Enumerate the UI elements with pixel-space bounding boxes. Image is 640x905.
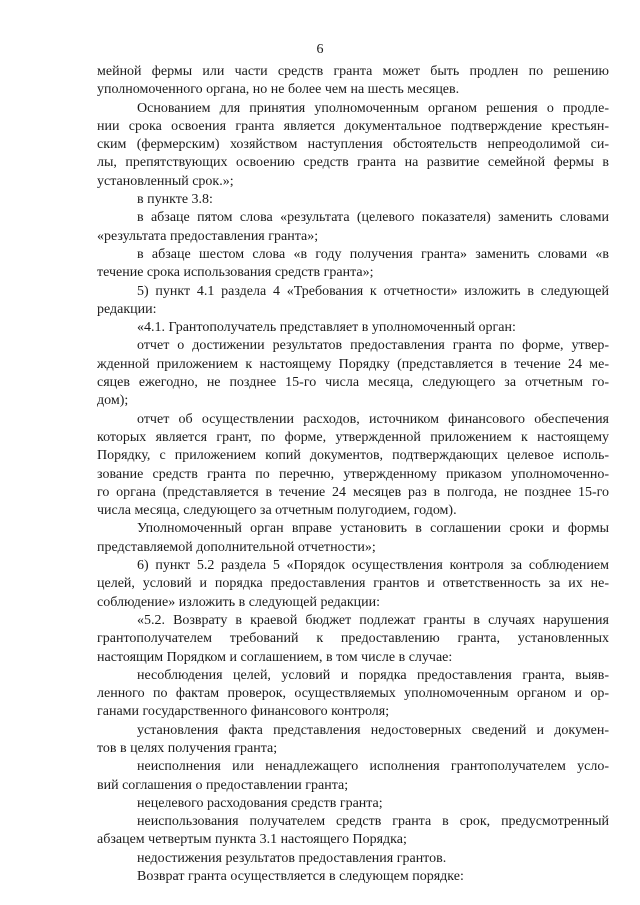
text-line: Уполномоченный орган вправе установить в соглашении сроки и формы: [137, 521, 609, 537]
text-line: Возврат гранта осуществляется в следующем порядке:: [137, 869, 464, 885]
text-line: целей, условий и порядка предоставления грантов и ответственность за их не-: [97, 576, 609, 592]
text-line: настоящим Порядком и соглашением, в том числе в случае:: [97, 649, 453, 665]
text-line: ленного по фактам проверок, осуществляемых уполномоченным органом и ор-: [97, 686, 609, 702]
text-line: 5) пункт 4.1 раздела 4 «Требования к отчетности» изложить в следующей: [137, 283, 609, 299]
text-line: ганами государственного финансового контроля;: [97, 704, 390, 720]
text-line: редакции:: [97, 301, 157, 317]
text-line: соблюдение» изложить в следующей редакции:: [97, 594, 381, 610]
page-number: 6: [316, 42, 324, 57]
text-line: установленный срок.»;: [97, 173, 234, 189]
text-line: го органа (представляется в течение 24 месяцев раз в полгода, не позднее 15-го: [97, 484, 609, 500]
text-line: «4.1. Грантополучатель представляет в уполномоченный орган:: [137, 320, 516, 336]
text-line: жденной приложением к настоящему Порядку (представляется в течение 24 ме-: [97, 356, 609, 372]
text-line: которых является грант, по форме, утвержденной приложением к настоящему: [97, 429, 609, 445]
text-line: недостижения результатов предоставления грантов.: [137, 850, 447, 866]
text-line: неисполнения или ненадлежащего исполнения грантополучателем усло-: [137, 759, 609, 775]
text-line: отчет об осуществлении расходов, источником финансового обеспечения: [137, 411, 609, 427]
text-line: зование средств гранта по перечню, утвержденному приказом уполномоченно-: [97, 466, 609, 482]
text-line: нии срока освоения гранта является документальное подтверждение крестьян-: [97, 118, 609, 134]
text-line: нецелевого расходования средств гранта;: [137, 795, 383, 811]
text-line: течение срока использования средств гранта»;: [97, 265, 374, 281]
text-line: 6) пункт 5.2 раздела 5 «Порядок осуществления контроля за соблюдением: [137, 558, 609, 574]
text-line: абзацем четвертым пункта 3.1 настоящего Порядка;: [97, 832, 407, 848]
text-line: в пункте 3.8:: [137, 192, 213, 208]
text-line: грантополучателем требований к предоставлению гранта, установленных: [97, 631, 609, 647]
text-line: ским (фермерским) хозяйством наступления обстоятельств непреодолимой си-: [97, 137, 609, 153]
text-line: неиспользования получателем средств гранта в срок, предусмотренный: [137, 814, 609, 830]
text-line: дом);: [97, 393, 129, 409]
text-line: несоблюдения целей, условий и порядка предоставления гранта, выяв-: [137, 667, 609, 683]
text-line: лы, препятствующих освоению средств гранта на развитие семейной фермы в: [97, 155, 609, 171]
text-line: тов в целях получения гранта;: [97, 740, 278, 756]
document-body: [97, 63, 609, 886]
text-line: в абзаце пятом слова «результата (целевого показателя) заменить словами: [137, 210, 609, 226]
text-line: Основанием для принятия уполномоченным органом решения о продле-: [137, 100, 609, 116]
text-line: вий соглашения о предоставлении гранта;: [97, 777, 349, 793]
text-line: числа месяца, следующего за отчетным полугодием, годом).: [97, 503, 457, 519]
text-line: «5.2. Возврату в краевой бюджет подлежат гранты в случаях нарушения: [137, 612, 609, 628]
text-line: уполномоченного органа, но не более чем на шесть месяцев.: [97, 82, 460, 98]
text-line: установления факта представления недостоверных сведений и докумен-: [137, 722, 609, 738]
text-line: сяцев ежегодно, не позднее 15-го числа месяца, следующего за отчетным го-: [97, 375, 609, 391]
text-line: мейной фермы или части средств гранта может быть продлен по решению: [97, 64, 609, 79]
text-line: «результата предоставления гранта»;: [97, 228, 319, 244]
text-line: Порядку, с приложением копий документов, подтверждающих целевое исполь-: [97, 448, 609, 464]
text-line: отчет о достижении результатов предоставления гранта по форме, утвер-: [137, 338, 609, 354]
text-line: представляемой дополнительной отчетности»;: [97, 539, 376, 555]
text-line: в абзаце шестом слова «в году получения гранта» заменить словами «в: [137, 246, 609, 262]
